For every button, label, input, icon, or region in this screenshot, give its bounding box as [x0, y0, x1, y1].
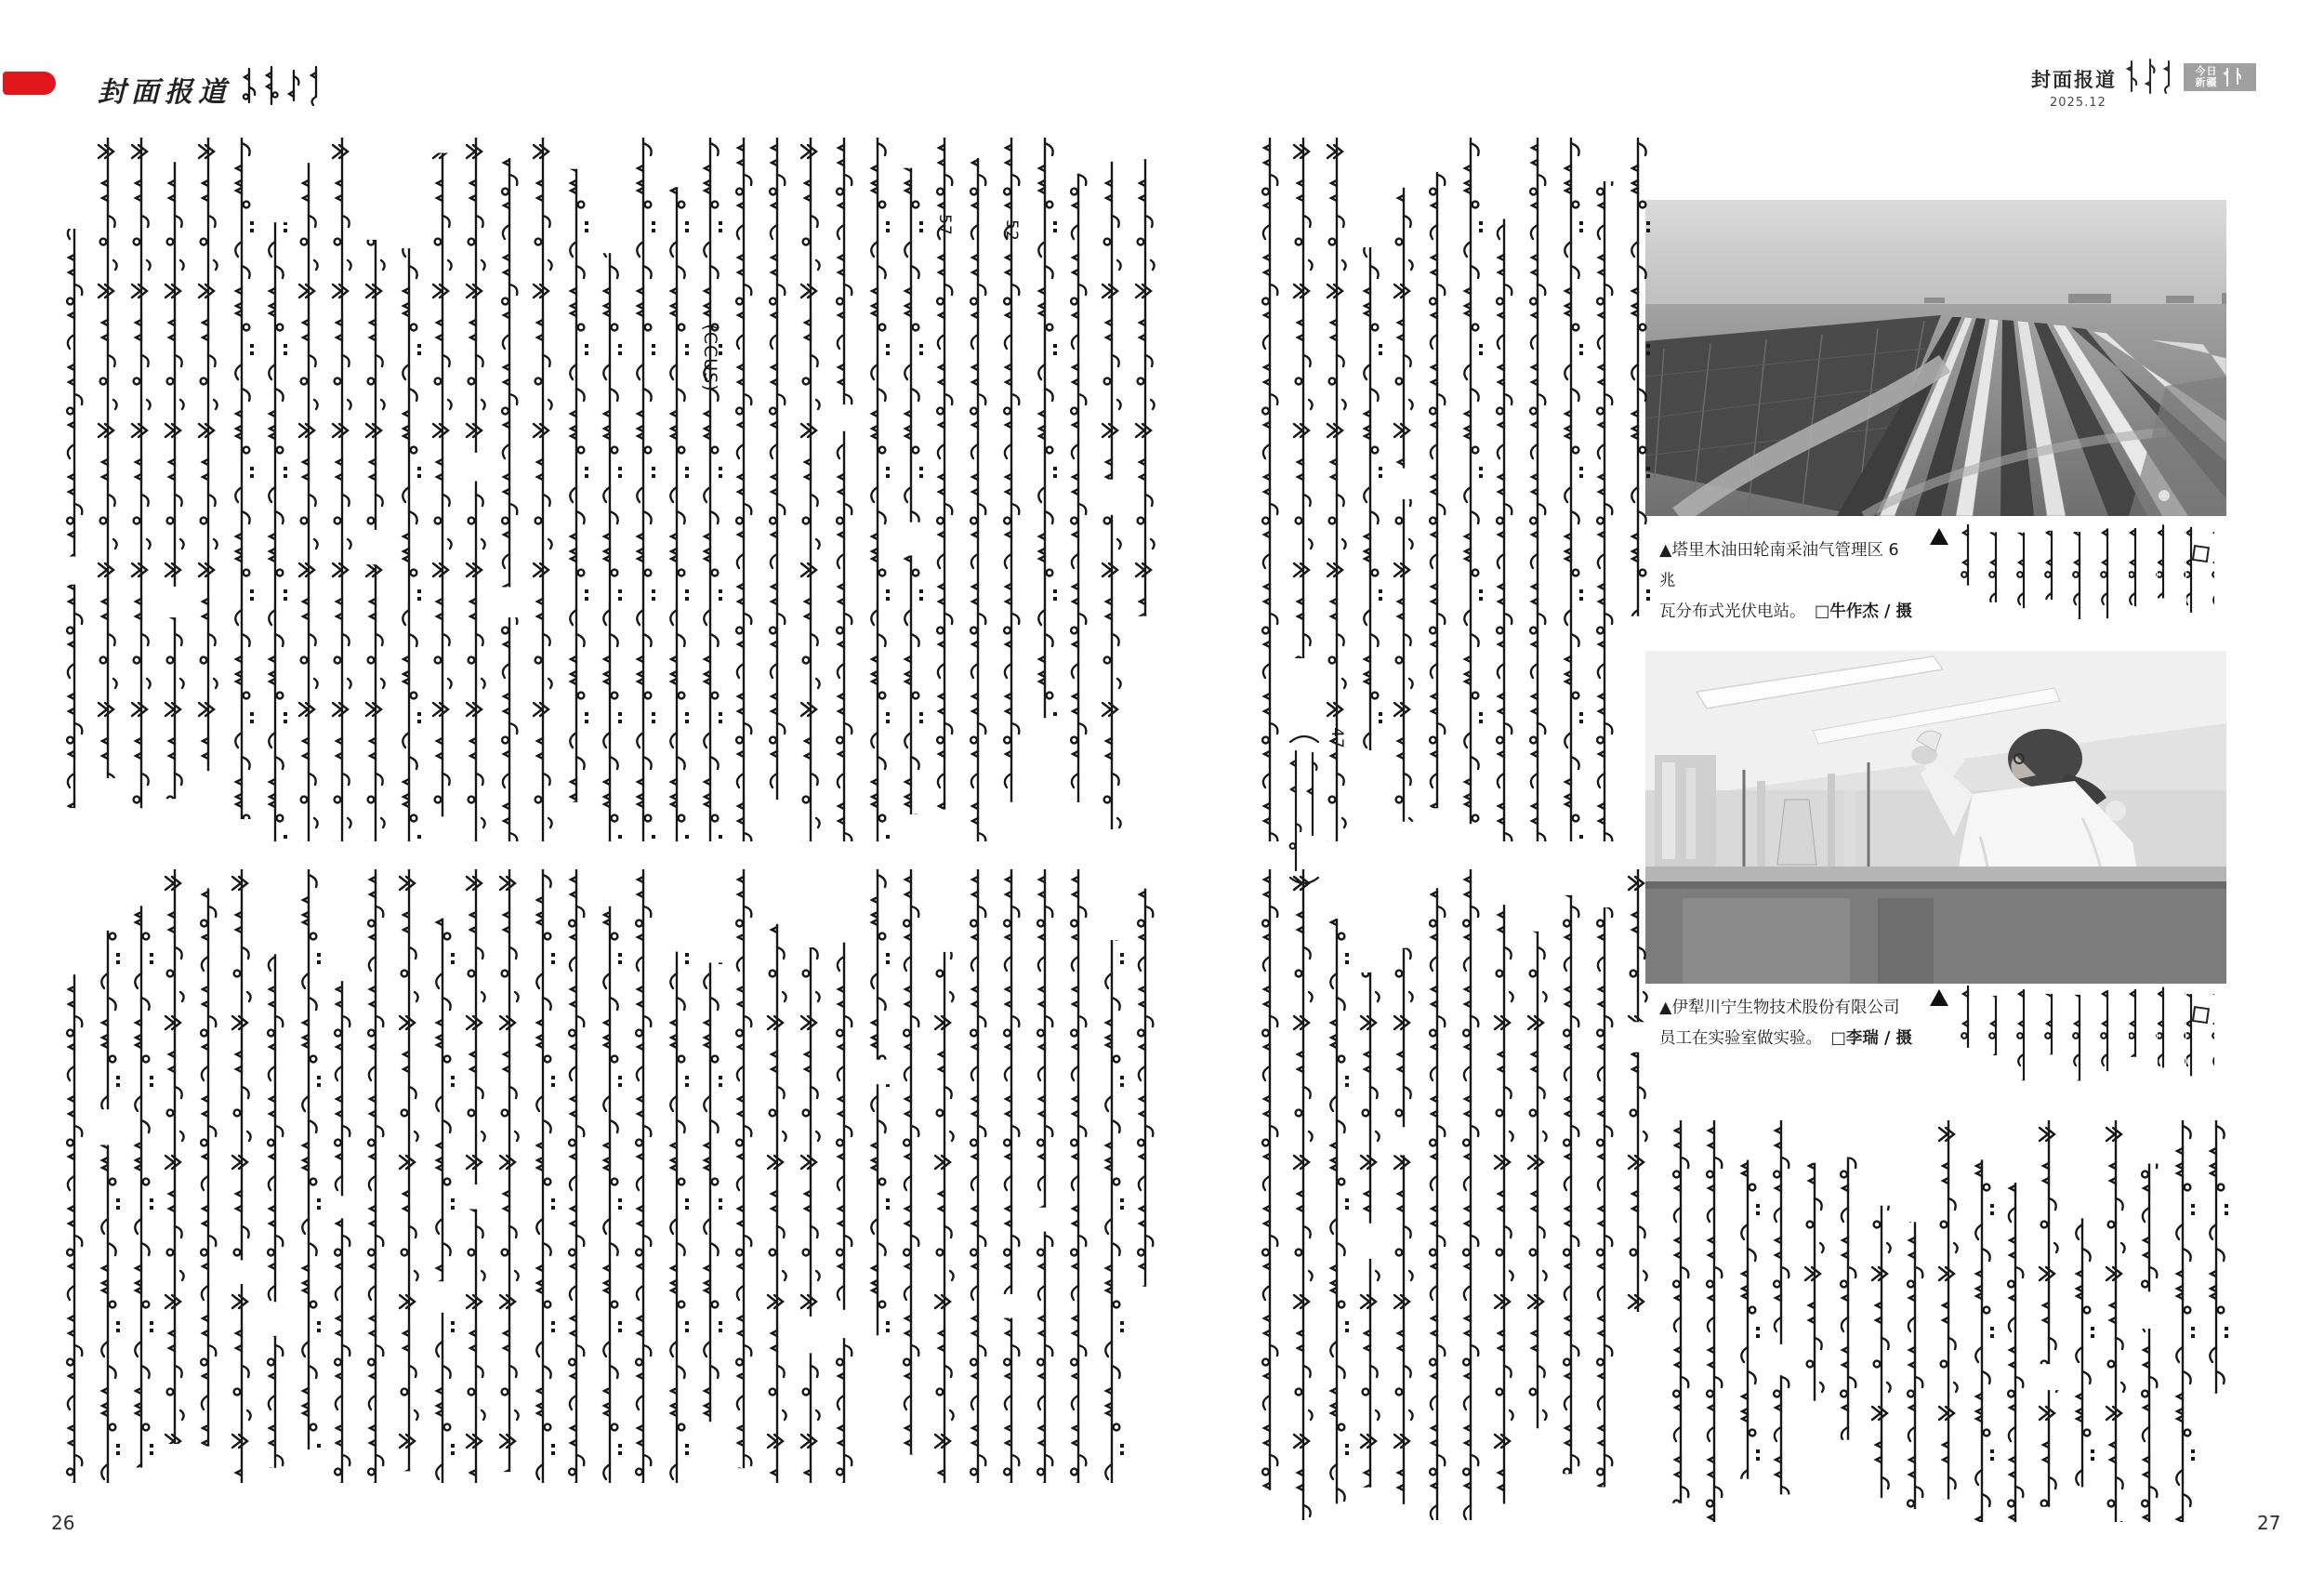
photo-1-credit: □牛作杰 / 摄 [1814, 602, 1912, 621]
logo-mongolian-icon [2221, 66, 2245, 88]
mongolian-body-text-below-photos [1664, 1120, 2233, 1522]
caption-2-line1: ▲伊犁川宁生物技术股份有限公司 [1659, 999, 1900, 1017]
logo-line1: 今日 [2195, 65, 2218, 77]
photo-2-credit: □李瑞 / 摄 [1830, 1029, 1912, 1048]
page-number-right: 27 [2257, 1512, 2281, 1534]
caption-photo-1-mongolian [1926, 523, 2229, 636]
mongolian-logotype-icon [2122, 58, 2178, 95]
mongolian-body-text-left-bottom [58, 869, 1162, 1483]
caption-triangle-icon [1930, 989, 1948, 1006]
photo-solar-farm [1645, 200, 2226, 516]
logo-line2: 新疆 [2195, 76, 2218, 88]
magazine-logo [2184, 63, 2256, 91]
caption-photo-2 [1659, 993, 1912, 1054]
left-section-title: 封面报道 [98, 76, 231, 109]
caption-photo-2-mongolian [1926, 984, 2229, 1101]
mongolian-logotype-icon [240, 65, 333, 106]
page-number-left: 26 [51, 1512, 75, 1534]
photo-laboratory [1645, 651, 2226, 984]
issue-date: 2025.12 [2050, 96, 2106, 110]
mongolian-body-text-right-bottom [1253, 869, 1655, 1520]
right-section-title: 封面报道 [2031, 69, 2117, 91]
caption-1-line1: ▲塔里木油田轮南采油气管理区 6 兆 [1659, 541, 1899, 590]
red-section-bar [3, 72, 56, 95]
caption-triangle-icon [1930, 528, 1948, 545]
right-header [2031, 58, 2273, 110]
mongolian-body-text-left-top [58, 138, 1162, 841]
caption-1-line2: 瓦分布式光伏电站。 [1659, 602, 1806, 621]
caption-photo-1 [1659, 536, 1912, 628]
mongolian-body-text-right-top [1253, 138, 1655, 841]
caption-2-line2: 员工在实验室做实验。 [1659, 1029, 1822, 1048]
